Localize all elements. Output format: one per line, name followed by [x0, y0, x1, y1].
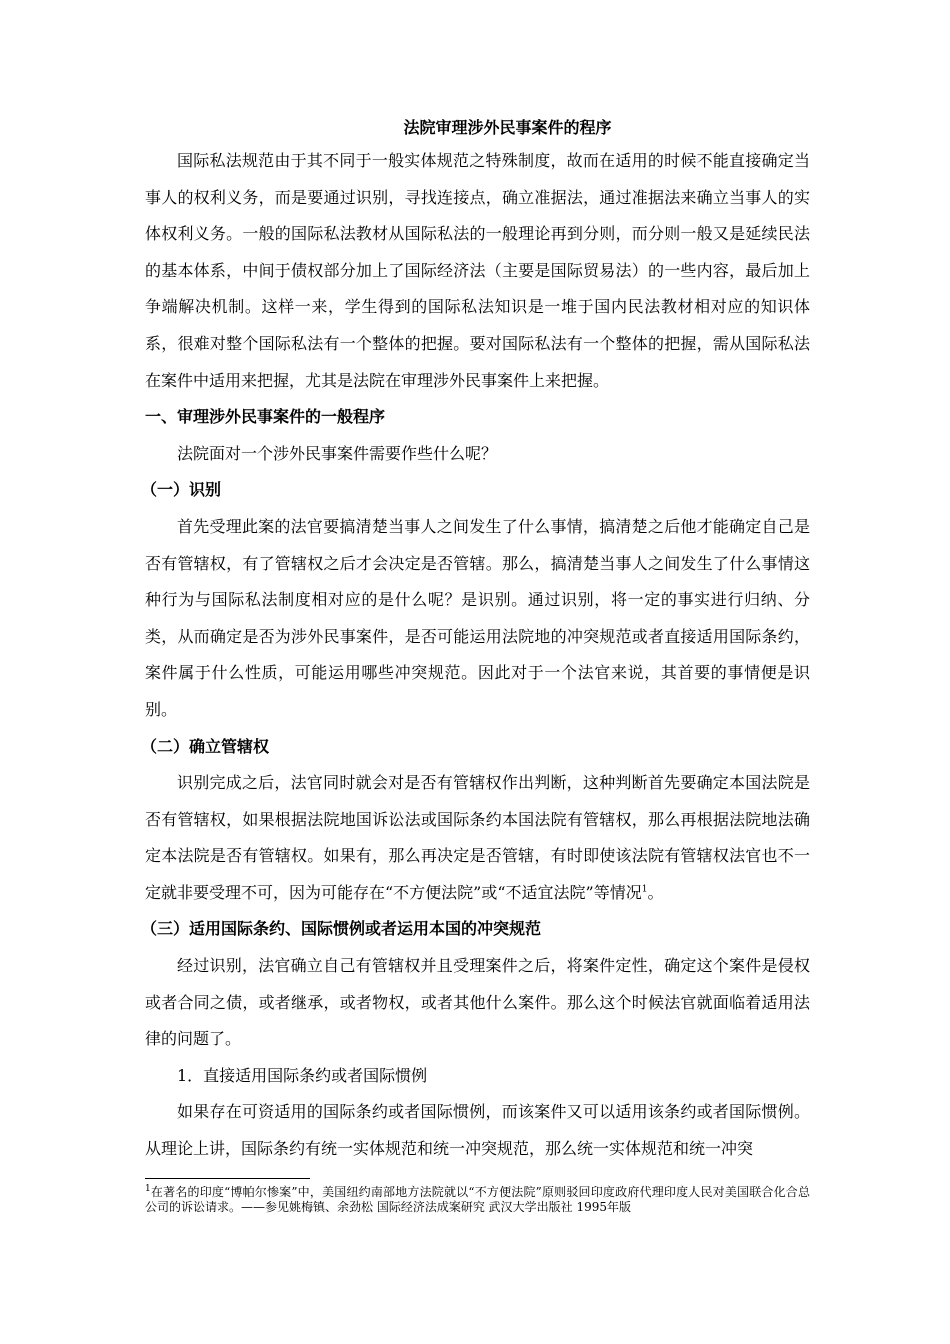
subsection-3-heading: （三）适用国际条约、国际惯例或者运用本国的冲突规范: [141, 919, 542, 939]
intro-paragraph: 国际私法规范由于其不同于一般实体规范之特殊制度，故而在适用的时候不能直接确定当事人的权利义务，而是要通过识别，寻找连接点，确立准据法，通过准据法来确立当事人的实体权利义务。一般的国际私法教材从国际私法的一般理论再到分则，而分则一般又是延续民法的基本体系，中间于债权部分加上了国际经济法（主要是国际贸易法）的一些内容，最后加上争端解决机制。这样一来，学生得到的国际私法知识是一堆于国内民法教材相对应的知识体系，很难对整个国际私法有一个整体的把握。要对国际私法有一个整体的把握，需从国际私法在案件中适用来把握，尤其是法院在审理涉外民事案件上来把握。: [145, 151, 810, 390]
subsection-1-heading: （一）识别: [141, 480, 222, 500]
numbered-item-1: 1．直接适用国际条约或者国际惯例: [177, 1065, 428, 1085]
footnote-mark: 1: [145, 1184, 151, 1194]
footnote-text: 在著名的印度“博帕尔惨案”中，美国纽约南部地方法院就以“不方便法院”原则驳回印度政府代理印度人民对美国联合化合总公司的诉讼请求。——参见姚梅镇、余劲松 国际经济法成案研究 武汉大学出版社 1995年版: [145, 1185, 810, 1214]
subsection-2-end: 。: [647, 882, 664, 902]
footnote: [145, 1185, 810, 1214]
document-title: 法院审理涉外民事案件的程序: [403, 118, 612, 137]
document-body: [141, 117, 810, 1168]
subsection-2-text: 识别完成之后，法官同时就会对是否有管辖权作出判断，这种判断首先要确定本国法院是否有管辖权，如果根据法院地国诉讼法或国际条约本国法院有管辖权，那么再根据法院地法确定本法院是否有管辖权。如果有，那么再决定是否管辖，有时即使该法院有管辖权法官也不一定就非要受理不可，因为可能存在“不方便法院”或“不适宜法院”等情况: [145, 773, 810, 902]
numbered-item-1-paragraph: 如果存在可资适用的国际条约或者国际惯例，而该案件又可以适用该条约或者国际惯例。从理论上讲，国际条约有统一实体规范和统一冲突规范，那么统一实体规范和统一冲突: [145, 1102, 810, 1159]
footnote-reference[interactable]: 1: [641, 884, 648, 895]
subsection-2-heading: （二）确立管辖权: [141, 736, 270, 756]
subsection-2-paragraph: [145, 765, 810, 911]
subsection-1-paragraph: 首先受理此案的法官要搞清楚当事人之间发生了什么事情，搞清楚之后他才能确定自己是否有管辖权，有了管辖权之后才会决定是否管辖。那么，搞清楚当事人之间发生了什么事情这种行为与国际私法制度相对应的是什么呢？是识别。通过识别，将一定的事实进行归纳、分类，从而确定是否为涉外民事案件，是否可能运用法院地的冲突规范或者直接适用国际条约，案件属于什么性质，可能运用哪些冲突规范。因此对于一个法官来说，其首要的事情便是识别。: [145, 516, 810, 719]
section-1-heading: 一、审理涉外民事案件的一般程序: [145, 407, 386, 427]
footnote-separator: [145, 1178, 310, 1179]
section-1-question: 法院面对一个涉外民事案件需要作些什么呢？: [177, 443, 498, 463]
subsection-3-paragraph: 经过识别，法官确立自己有管辖权并且受理案件之后，将案件定性，确定这个案件是侵权或者合同之债，或者继承，或者物权，或者其他什么案件。那么这个时候法官就面临着适用法律的问题了。: [145, 956, 810, 1049]
